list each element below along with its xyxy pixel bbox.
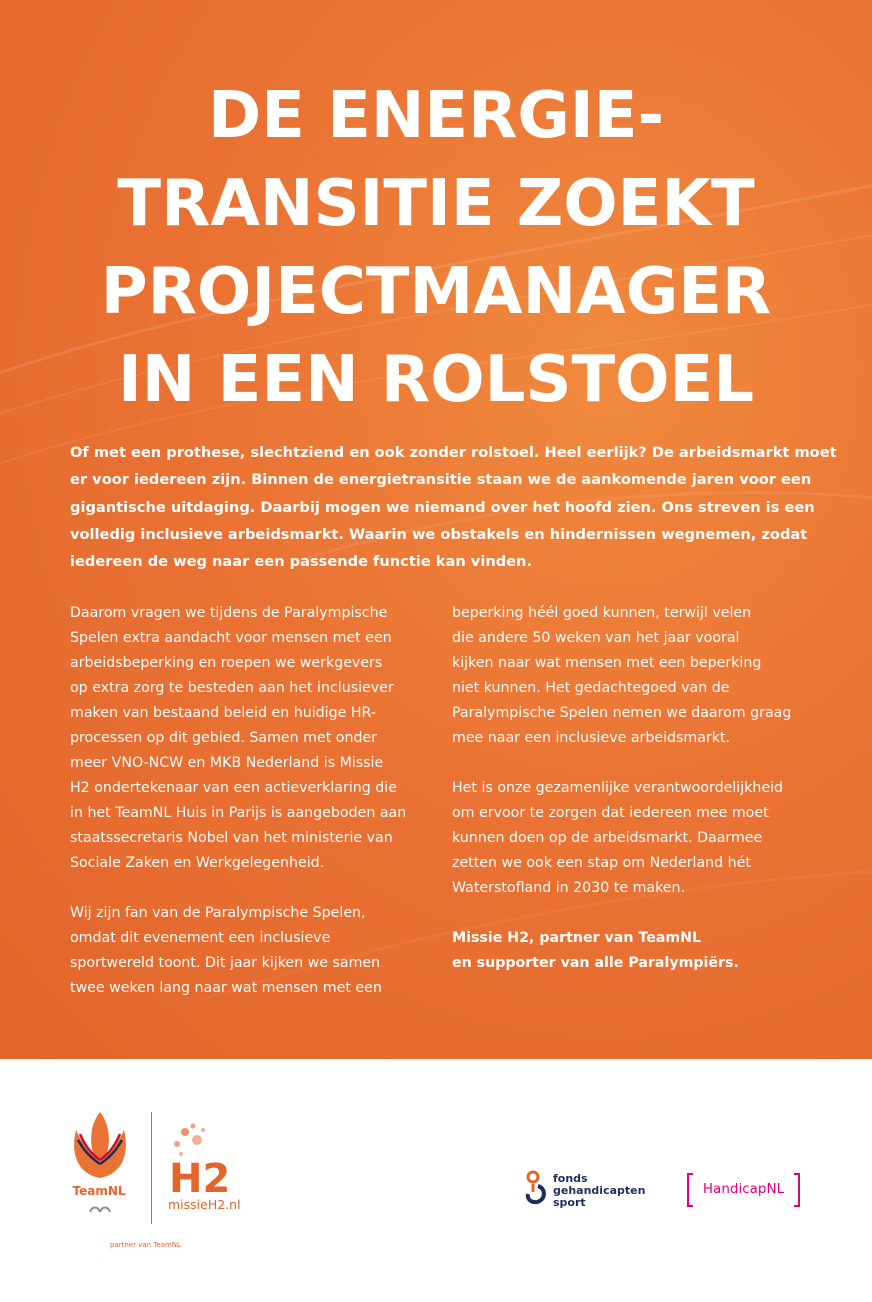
body-line: om ervoor te zorgen dat iedereen mee moet bbox=[452, 805, 769, 821]
h2-splash-logo bbox=[163, 1118, 243, 1198]
intro-line: er voor iedereen zijn. Binnen de energietransitie staan we de aankomende jaren voor een bbox=[70, 471, 812, 489]
paragraph-gap bbox=[452, 901, 812, 926]
intro-paragraph bbox=[70, 439, 837, 575]
body-line: twee weken lang naar wat mensen met een bbox=[70, 980, 382, 996]
body-line: Sociale Zaken en Werkgelegenheid. bbox=[70, 855, 325, 871]
body-line: die andere 50 weken van het jaar vooral bbox=[452, 630, 740, 646]
intro-line: volledig inclusieve arbeidsmarkt. Waarin we obstakels en hindernissen wegnemen, zodat bbox=[70, 525, 808, 543]
body-column-right bbox=[452, 601, 812, 976]
body-line: Spelen extra aandacht voor mensen met een bbox=[70, 630, 392, 646]
intro-line: Of met een prothese, slechtziend en ook zonder rolstoel. Heel eerlijk? De arbeidsmarkt moet bbox=[70, 444, 837, 461]
body-line: staatssecretaris Nobel van het ministerie van bbox=[70, 830, 393, 846]
body-line: meer VNO-NCW en MKB Nederland is Missie bbox=[70, 755, 384, 771]
signature-line: en supporter van alle Paralympiërs. bbox=[452, 955, 739, 971]
headline bbox=[40, 72, 832, 424]
body-line: kijken naar wat mensen met een beperking bbox=[452, 655, 762, 671]
body-line: kunnen doen op de arbeidsmarkt. Daarmee bbox=[452, 830, 763, 846]
h2-mark: H2 bbox=[169, 1156, 231, 1198]
body-line: in het TeamNL Huis in Parijs is aangeboden aan bbox=[70, 805, 407, 821]
body-line: sportwereld toont. Dit jaar kijken we samen bbox=[70, 955, 381, 971]
intro-line: gigantische uitdaging. Daarbij mogen we niemand over het hoofd zien. Ons streven is een bbox=[70, 498, 815, 516]
paragraph-gap bbox=[452, 751, 812, 776]
logo-divider bbox=[151, 1112, 152, 1224]
headline-line-2: TRANSITIE ZOEKT bbox=[117, 167, 755, 241]
fgs-line: gehandicapten bbox=[553, 1184, 646, 1197]
body-line: zetten we ook een stap om Nederland hét bbox=[452, 855, 751, 871]
fgs-line: fonds bbox=[553, 1172, 588, 1185]
body-line: Het is onze gezamenlijke verantwoordelijkheid bbox=[452, 780, 784, 796]
headline-line-4: IN EEN ROLSTOEL bbox=[117, 343, 755, 417]
body-line: processen op dit gebied. Samen met onder bbox=[70, 730, 378, 746]
body-line: beperking héél goed kunnen, terwijl velen bbox=[452, 605, 752, 621]
h2-website: missieH2.nl bbox=[168, 1197, 241, 1212]
signature-line: Missie H2, partner van TeamNL bbox=[452, 930, 702, 946]
body-column-left bbox=[70, 601, 430, 1001]
fonds-gehandicaptensport-icon bbox=[524, 1170, 550, 1210]
fgs-line: sport bbox=[553, 1196, 586, 1209]
teamnl-wordmark: TeamNL bbox=[72, 1184, 126, 1198]
body-line: H2 ondertekenaar van een actieverklaring die bbox=[70, 780, 397, 796]
body-line: Daarom vragen we tijdens de Paralympische bbox=[70, 605, 388, 621]
body-line: maken van bestaand beleid en huidige HR- bbox=[70, 705, 376, 721]
body-line: Waterstofland in 2030 te maken. bbox=[452, 880, 686, 896]
headline-line-1: DE ENERGIE- bbox=[207, 79, 665, 153]
partner-note: partner van TeamNL bbox=[110, 1241, 181, 1249]
body-line: Wij zijn fan van de Paralympische Spelen, bbox=[70, 905, 366, 921]
fonds-gehandicaptensport-logo bbox=[553, 1173, 645, 1209]
body-line: op extra zorg te besteden aan het inclusiever bbox=[70, 680, 394, 696]
teamnl-lion-flame-logo bbox=[64, 1108, 136, 1228]
body-line: arbeidsbeperking en roepen we werkgevers bbox=[70, 655, 383, 671]
handicapnl-label: HandicapNL bbox=[702, 1181, 785, 1197]
body-line: omdat dit evenement een inclusieve bbox=[70, 930, 331, 946]
body-line: mee naar een inclusieve arbeidsmarkt. bbox=[452, 730, 731, 746]
intro-line: iedereen de weg naar een passende functie kan vinden. bbox=[70, 553, 532, 571]
paragraph-gap bbox=[70, 876, 430, 901]
headline-line-3: PROJECTMANAGER bbox=[100, 255, 772, 329]
body-line: Paralympische Spelen nemen we daarom graag bbox=[452, 705, 792, 721]
body-line: niet kunnen. Het gedachtegoed van de bbox=[452, 680, 730, 696]
handicapnl-logo bbox=[687, 1173, 800, 1207]
